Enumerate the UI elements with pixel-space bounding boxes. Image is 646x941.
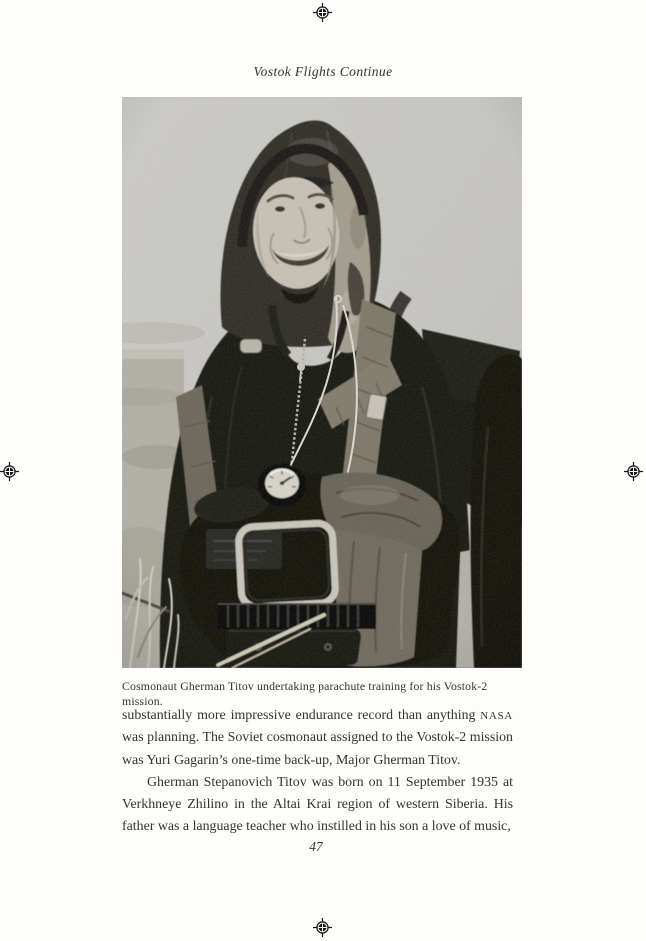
paragraph-1-text-after: was planning. The Soviet cosmonaut assigned to the Vostok-2 mission was Yuri Gagarin’s one-time back-up, Major Gherman Titov. xyxy=(122,730,513,768)
nasa-smallcaps: NASA xyxy=(480,710,513,722)
body-text xyxy=(122,705,513,839)
registration-mark-top-icon xyxy=(313,3,332,22)
running-header: Vostok Flights Continue xyxy=(253,64,393,79)
body-paragraph-1 xyxy=(122,705,513,772)
page-number: 47 xyxy=(309,839,323,854)
photo-caption: Cosmonaut Gherman Titov undertaking parachute training for his Vostok-2 mission. xyxy=(122,679,488,708)
body-paragraph-2: Gherman Stepanovich Titov was born on 11 September 1935 at Verkhneye Zhilino in the Altai Krai region of western Siberia. His father was a language teacher who instilled in his son a love of music, xyxy=(122,774,513,835)
registration-mark-left-icon xyxy=(0,462,19,481)
registration-mark-bottom-icon xyxy=(313,918,332,937)
photo-illustration xyxy=(122,97,522,668)
titov-photograph xyxy=(122,97,522,668)
registration-mark-right-icon xyxy=(624,462,643,481)
paragraph-1-text-before: substantially more impressive endurance record than anything xyxy=(122,708,481,723)
